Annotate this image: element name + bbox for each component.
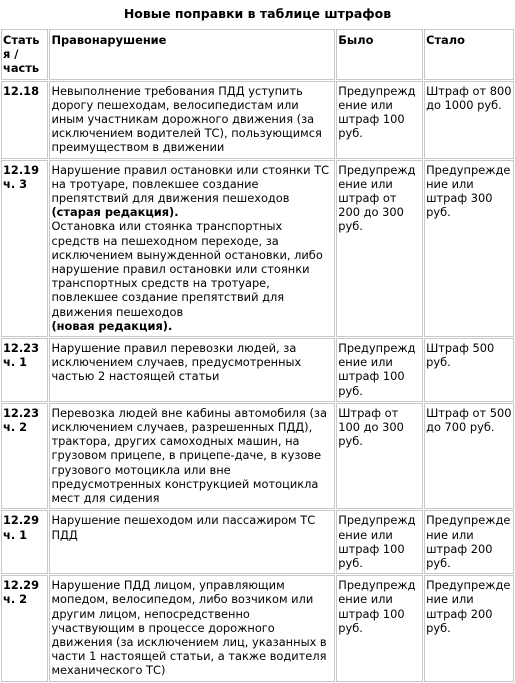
article-number: 12.29 [3,513,40,528]
offense-new-tag: (новая редакция). [51,318,173,333]
header-was: Было [336,29,423,80]
table-row [1,575,514,681]
was-cell: Предупреждение или штраф 100 руб. [336,338,423,402]
article-number: 12.18 [3,83,40,98]
table-row [1,160,514,337]
offense-cell [49,160,335,337]
offense-old-text: Нарушение правил остановки или стоянки ТС на тротуаре, повлекшее создание препятствий для движения пешеходов [51,162,330,206]
article-cell [1,403,48,509]
article-number: 12.23 [3,405,40,420]
offense-old-tag: (старая редакция). [51,205,179,220]
table-row [1,403,514,509]
was-cell: Штраф от 100 до 300 руб. [336,403,423,509]
table-header-row [1,29,514,80]
article-part: ч. 2 [3,420,28,435]
article-part: ч. 3 [3,176,28,191]
article-cell [1,510,48,574]
became-cell: Штраф 500 руб. [424,338,514,402]
article-number: 12.29 [3,578,40,593]
became-cell: Предупреждение или штраф 200 руб. [424,510,514,574]
offense-cell: Нарушение ПДД лицом, управляющим мопедом, велосипедом, либо возчиком или другим лицом, непосредственно участвующим в процессе дорожного движения (за исключением лиц, указанных в части 1 настоящей статьи, а также водителя механического ТС) [49,575,335,681]
header-became: Стало [424,29,514,80]
article-cell [1,575,48,681]
article-number: 12.19 [3,162,40,177]
article-number: 12.23 [3,341,40,356]
article-cell [1,81,48,159]
article-cell [1,160,48,337]
became-cell: Предупреждение или штраф 300 руб. [424,160,514,337]
table-row [1,338,514,402]
was-cell: Предупреждение или штраф 100 руб. [336,81,423,159]
fines-table [0,28,515,683]
offense-new-text: Остановка или стоянка транспортных средств на пешеходном переходе, за исключением вынужденной остановки, либо нарушение правил остановки или стоянки транспортных средств на тротуаре, повлекшее создание препятствий для движения пешеходов [51,219,323,319]
offense-cell: Нарушение правил перевозки людей, за исключением случаев, предусмотренных частью 2 настоящей статьи [49,338,335,402]
became-cell: Штраф от 500 до 700 руб. [424,403,514,509]
became-cell: Предупреждение или штраф 200 руб. [424,575,514,681]
was-cell: Предупреждение или штраф 100 руб. [336,510,423,574]
became-cell: Штраф от 800 до 1000 руб. [424,81,514,159]
article-part: ч. 2 [3,592,28,607]
header-offense: Правонарушение [49,29,335,80]
table-row [1,81,514,159]
article-cell [1,338,48,402]
was-cell: Предупреждение или штраф 100 руб. [336,575,423,681]
was-cell: Предупреждение или штраф от 200 до 300 руб. [336,160,423,337]
article-part: ч. 1 [3,355,28,370]
offense-cell: Невыполнение требования ПДД уступить дорогу пешеходам, велосипедистам или иным участникам дорожного движения (за исключением водителей ТС), пользующимся преимуществом в движении [49,81,335,159]
table-row [1,510,514,574]
offense-cell: Перевозка людей вне кабины автомобиля (за исключением случаев, разрешенных ПДД), трактора, других самоходных машин, на грузовом прицепе, в прицепе-даче, в кузове грузового мотоцикла или вне предусмотренных конструкцией мотоцикла мест для сидения [49,403,335,509]
header-article: Статья /часть [1,29,48,80]
offense-cell: Нарушение пешеходом или пассажиром ТС ПДД [49,510,335,574]
article-part: ч. 1 [3,527,28,542]
page-title: Новые поправки в таблице штрафов [123,6,392,21]
